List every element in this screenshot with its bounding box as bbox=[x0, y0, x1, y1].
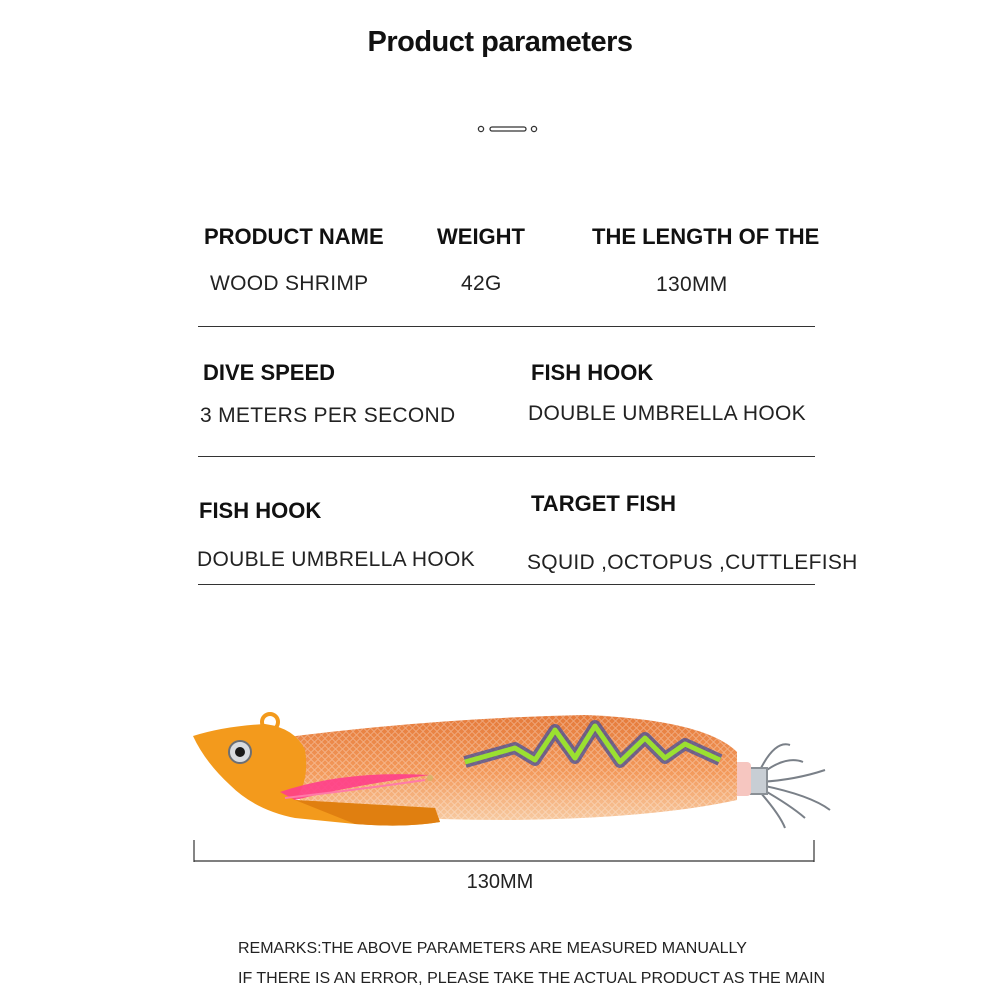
fish-hook-label-2: FISH HOOK bbox=[199, 498, 322, 523]
title-divider-ornament bbox=[476, 122, 540, 136]
dimension-bracket bbox=[193, 838, 815, 864]
umbrella-hook-icon bbox=[745, 744, 830, 828]
weight-label: WEIGHT bbox=[437, 224, 525, 249]
dive-speed-value: 3 METERS PER SECOND bbox=[200, 404, 456, 427]
remarks-line-2: IF THERE IS AN ERROR, PLEASE TAKE THE ACTUAL PRODUCT AS THE MAIN bbox=[238, 970, 826, 987]
fish-hook-value: DOUBLE UMBRELLA HOOK bbox=[528, 402, 806, 425]
length-label: THE LENGTH OF THE bbox=[592, 224, 820, 249]
remarks-line-1: REMARKS:THE ABOVE PARAMETERS ARE MEASURED MANUALLY bbox=[238, 940, 747, 957]
product-name-value: WOOD SHRIMP bbox=[210, 272, 369, 295]
product-name-label: PRODUCT NAME bbox=[204, 224, 384, 249]
divider-row2 bbox=[198, 456, 815, 457]
fish-hook-label: FISH HOOK bbox=[531, 360, 654, 385]
length-value: 130MM bbox=[656, 273, 728, 296]
target-fish-value: SQUID ,OCTOPUS ,CUTTLEFISH bbox=[527, 551, 858, 574]
fish-hook-value-2: DOUBLE UMBRELLA HOOK bbox=[197, 548, 475, 571]
squid-jig-lure-image bbox=[185, 700, 835, 850]
weight-value: 42G bbox=[461, 272, 502, 295]
page-title: Product parameters bbox=[367, 26, 633, 58]
target-fish-label: TARGET FISH bbox=[531, 491, 677, 516]
divider-row1 bbox=[198, 326, 815, 327]
dive-speed-label: DIVE SPEED bbox=[203, 360, 336, 385]
divider-row3 bbox=[198, 584, 815, 585]
dimension-label: 130MM bbox=[466, 871, 534, 893]
